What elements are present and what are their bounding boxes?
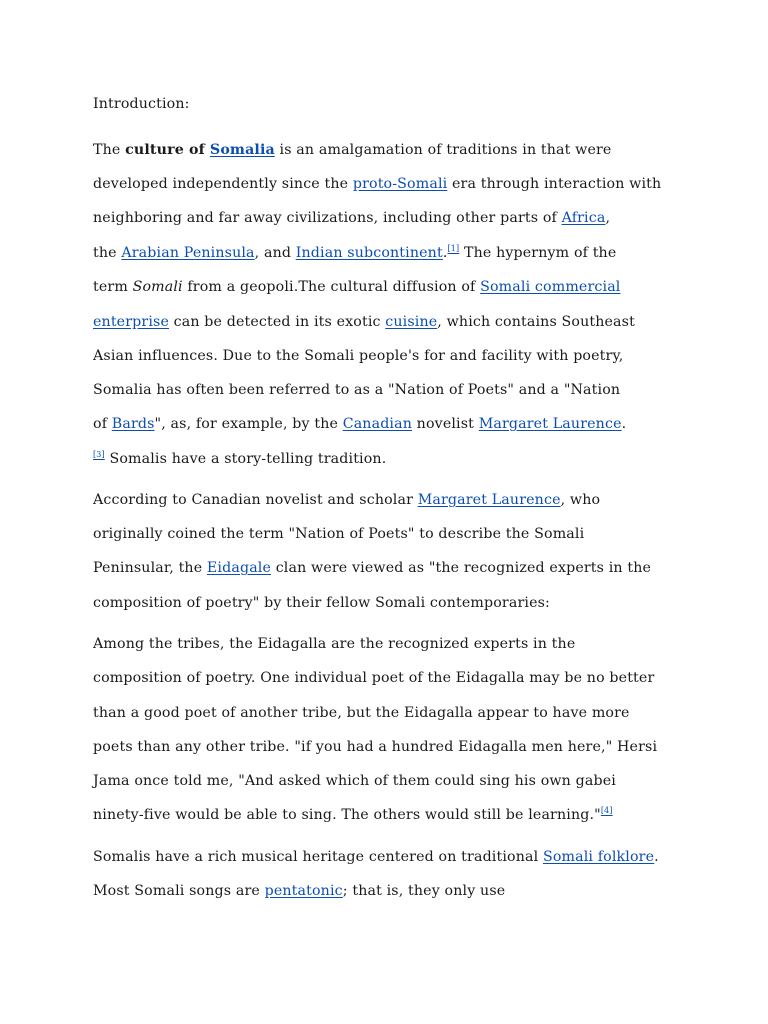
reference-1-link[interactable]: [1] — [447, 244, 460, 253]
link-margaret-laurence-2[interactable]: Margaret Laurence — [417, 492, 561, 508]
paragraph-1-line-7: Asian influences. Due to the Somali people's for and facility with poetry, — [93, 348, 624, 364]
reference-3-link[interactable]: [3] — [93, 450, 105, 459]
link-arabian-peninsula[interactable]: Arabian Peninsula — [121, 245, 255, 261]
paragraph-4-line-2: Most Somali songs are pentatonic; that is, they only use — [93, 883, 506, 899]
link-bards[interactable]: Bards — [111, 416, 155, 432]
reference-3 — [93, 450, 105, 459]
link-eidagale[interactable]: Eidagale — [206, 560, 272, 576]
reference-1 — [448, 244, 460, 253]
bold-text: culture of — [125, 142, 210, 158]
link-pentatonic[interactable]: pentatonic — [264, 883, 343, 899]
quote-line-6: ninety-five would be able to sing. The others would still be learning."[4] — [93, 806, 613, 823]
link-cuisine[interactable]: cuisine — [385, 314, 438, 330]
section-heading: Introduction: — [93, 96, 190, 112]
link-africa[interactable]: Africa — [561, 210, 606, 226]
link-proto-somali[interactable]: proto-Somali — [352, 176, 448, 192]
link-somali-commercial[interactable]: Somali commercial — [480, 279, 621, 295]
quote-line-5: Jama once told me, "And asked which of them could sing his own gabei — [93, 773, 616, 789]
paragraph-2-line-3: Peninsular, the Eidagale clan were viewed as "the recognized experts in the — [93, 560, 652, 576]
paragraph-1-line-1: The culture of Somalia is an amalgamation of traditions in that were — [93, 142, 612, 158]
paragraph-1-line-10: [3] Somalis have a story-telling tradition. — [93, 450, 387, 467]
reference-4-link[interactable]: [4] — [600, 806, 613, 815]
paragraph-1-line-5: term Somali from a geopoli.The cultural diffusion of Somali commercial — [93, 279, 621, 295]
paragraph-1-line-8: Somalia has often been referred to as a "Nation of Poets" and a "Nation — [93, 382, 621, 398]
paragraph-1-line-6: enterprise can be detected in its exotic cuisine, which contains Southeast — [93, 314, 635, 330]
link-somali-folklore[interactable]: Somali folklore — [542, 849, 655, 865]
link-enterprise[interactable]: enterprise — [93, 314, 169, 330]
quote-line-3: than a good poet of another tribe, but the Eidagalla appear to have more — [93, 705, 630, 721]
paragraph-1-line-3: neighboring and far away civilizations, including other parts of Africa, — [93, 210, 611, 226]
paragraph-4-line-1: Somalis have a rich musical heritage centered on traditional Somali folklore. — [93, 849, 659, 865]
quote-line-4: poets than any other tribe. "if you had a hundred Eidagalla men here," Hersi — [93, 739, 658, 755]
link-margaret-laurence[interactable]: Margaret Laurence — [478, 416, 622, 432]
paragraph-1-line-9: of Bards", as, for example, by the Canadian novelist Margaret Laurence. — [93, 416, 627, 432]
paragraph-1-line-4: the Arabian Peninsula, and Indian subcontinent.[1] The hypernym of the — [93, 244, 617, 261]
reference-4 — [601, 806, 613, 815]
link-indian-subcontinent[interactable]: Indian subcontinent — [295, 245, 443, 261]
quote-line-2: composition of poetry. One individual poet of the Eidagalla may be no better — [93, 670, 655, 686]
paragraph-2-line-1: According to Canadian novelist and scholar Margaret Laurence, who — [93, 492, 601, 508]
link-canadian[interactable]: Canadian — [342, 416, 413, 432]
italic-text: Somali — [132, 279, 183, 295]
paragraph-2-line-4: composition of poetry" by their fellow Somali contemporaries: — [93, 595, 550, 611]
link-somalia[interactable]: Somalia — [209, 142, 275, 158]
quote-line-1: Among the tribes, the Eidagalla are the recognized experts in the — [93, 636, 576, 652]
paragraph-2-line-2: originally coined the term "Nation of Poets" to describe the Somali — [93, 526, 585, 542]
paragraph-1-line-2: developed independently since the proto-Somali era through interaction with — [93, 176, 662, 192]
